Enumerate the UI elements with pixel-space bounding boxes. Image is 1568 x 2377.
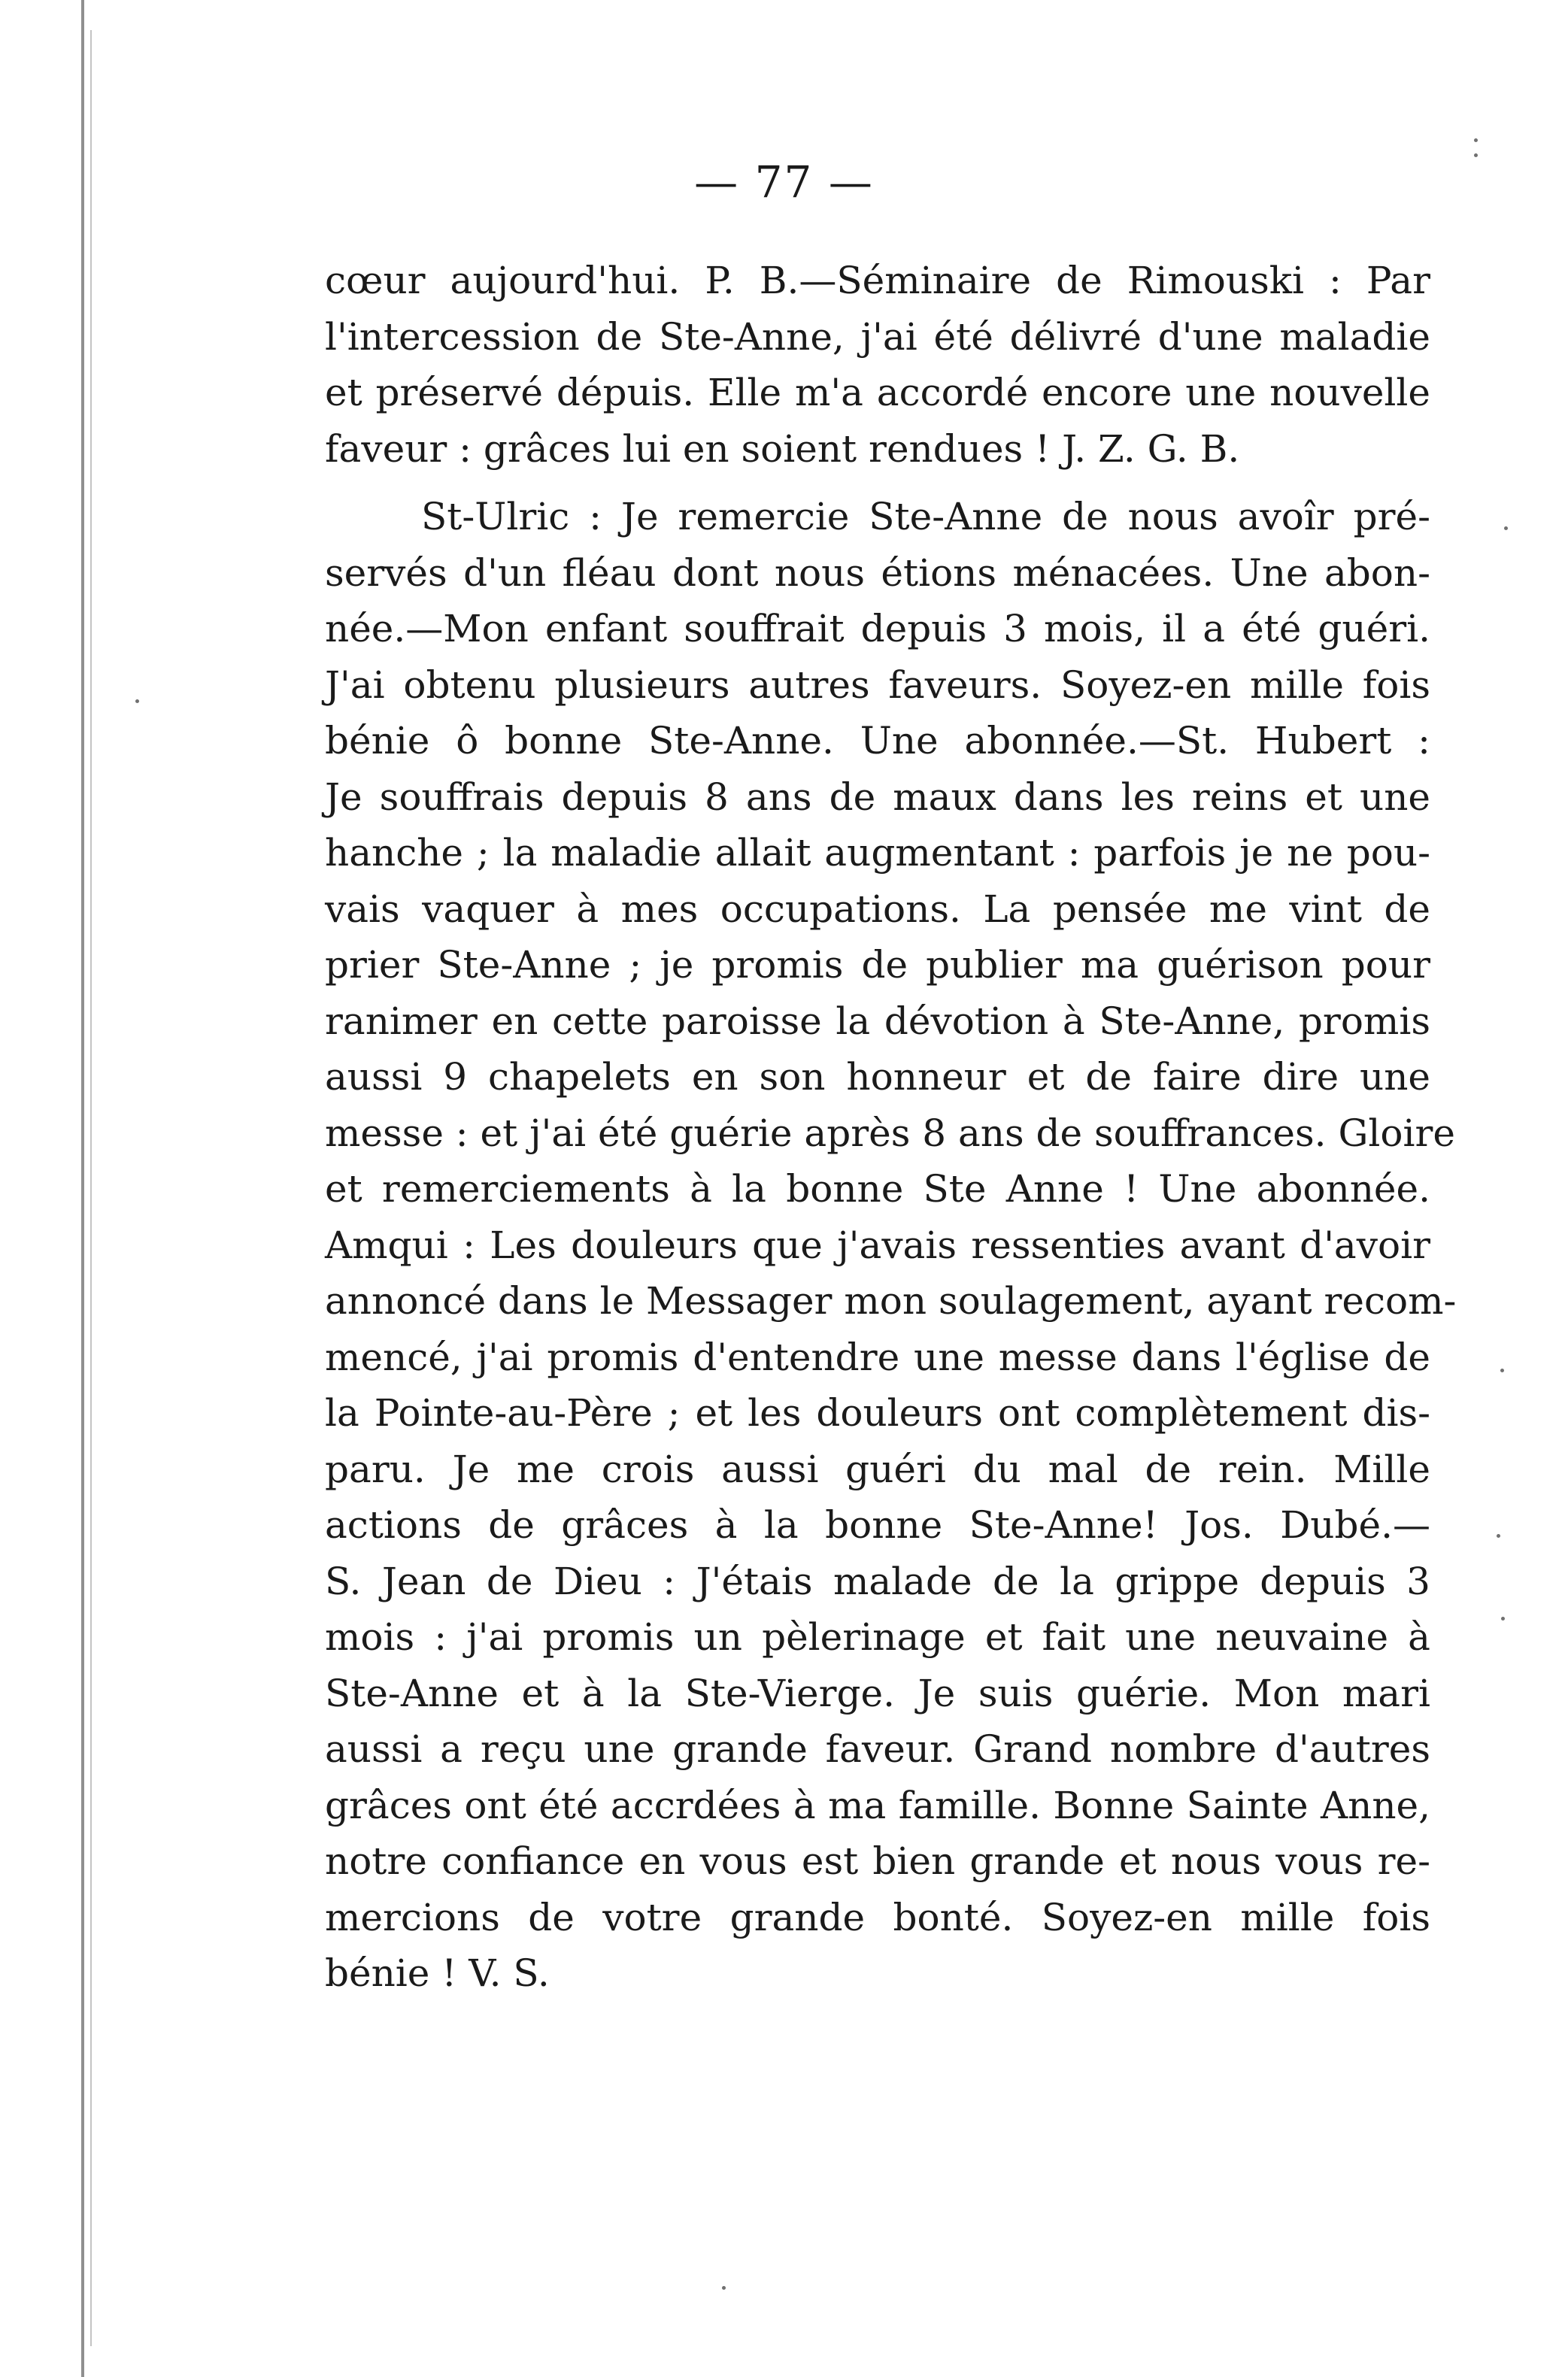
text-line: bénie ô bonne Ste-Anne. Une abonnée.—St. Hubert : xyxy=(325,719,1430,763)
text-line: paru. Je me crois aussi guéri du mal de rein. Mille xyxy=(325,1447,1430,1491)
text-line: née.—Mon enfant souffrait depuis 3 mois, il a été guéri. xyxy=(325,607,1430,650)
text-line: Je souffrais depuis 8 ans de maux dans les reins et une xyxy=(325,775,1430,819)
text-line: bénie ! V. S. xyxy=(325,1951,550,1995)
text-line: la Pointe-au-Père ; et les douleurs ont complètement dis- xyxy=(325,1391,1430,1435)
text-line: faveur : grâces lui en soient rendues ! J. Z. G. B. xyxy=(325,426,1240,471)
text-line: mencé, j'ai promis d'entendre une messe dans l'église de xyxy=(325,1335,1430,1379)
text-line: cœur aujourd'hui. P. B.—Séminaire de Rimouski : Par xyxy=(325,259,1430,302)
scan-speck xyxy=(135,699,139,703)
body-text xyxy=(325,253,1457,2002)
text-line: vais vaquer à mes occupations. La pensée me vint de xyxy=(325,887,1430,931)
text-line: servés d'un fléau dont nous étions ménacées. Une abon- xyxy=(325,550,1430,595)
text-line: St-Ulric : Je remercie Ste-Anne de nous avoîr pré- xyxy=(421,495,1430,538)
text-line: messe : et j'ai été guérie après 8 ans de souffrances. Gloire xyxy=(325,1111,1455,1155)
text-line: S. Jean de Dieu : J'étais malade de la grippe depuis 3 xyxy=(325,1559,1430,1603)
scan-speck xyxy=(1500,1369,1504,1372)
binding-edge-inner xyxy=(90,30,92,2346)
scan-speck xyxy=(722,2286,726,2290)
text-line: mois : j'ai promis un pèlerinage et fait une neuvaine à xyxy=(325,1615,1430,1659)
text-line: notre confiance en vous est bien grande et nous vous re- xyxy=(325,1839,1430,1883)
scan-speck xyxy=(1474,138,1478,142)
binding-edge xyxy=(81,0,84,2377)
scan-speck xyxy=(1497,1534,1500,1538)
scan-speck xyxy=(1501,1617,1505,1621)
text-line: Ste-Anne et à la Ste-Vierge. Je suis guérie. Mon mari xyxy=(325,1671,1430,1715)
scan-speck xyxy=(1504,526,1508,530)
paragraph-gap xyxy=(325,477,1430,489)
text-line: hanche ; la maladie allait augmentant : parfois je ne pou- xyxy=(325,831,1430,875)
text-line: aussi a reçu une grande faveur. Grand nombre d'autres xyxy=(325,1727,1430,1771)
text-line: grâces ont été accrdées à ma famille. Bonne Sainte Anne, xyxy=(325,1783,1430,1827)
text-line: aussi 9 chapelets en son honneur et de faire dire une xyxy=(325,1055,1430,1099)
scan-speck xyxy=(1474,153,1478,157)
text-line: actions de grâces à la bonne Ste-Anne! Jos. Dubé.— xyxy=(325,1503,1430,1547)
text-line: Amqui : Les douleurs que j'avais ressenties avant d'avoir xyxy=(325,1223,1430,1267)
text-line: ranimer en cette paroisse la dévotion à Ste-Anne, promis xyxy=(325,999,1430,1043)
text-line: et remerciements à la bonne Ste Anne ! Une abonnée. xyxy=(325,1167,1430,1211)
text-line: J'ai obtenu plusieurs autres faveurs. Soyez-en mille fois xyxy=(325,662,1430,707)
text-line: l'intercession de Ste-Anne, j'ai été délivré d'une maladie xyxy=(325,314,1430,359)
page-number: — 77 — xyxy=(694,156,874,208)
text-line: mercions de votre grande bonté. Soyez-en mille fois xyxy=(325,1895,1430,1939)
text-line: prier Ste-Anne ; je promis de publier ma guérison pour xyxy=(325,943,1430,987)
text-line: et préservé dépuis. Elle m'a accordé encore une nouvelle xyxy=(325,371,1430,414)
text-line: annoncé dans le Messager mon soulagement, ayant recom- xyxy=(325,1279,1457,1323)
